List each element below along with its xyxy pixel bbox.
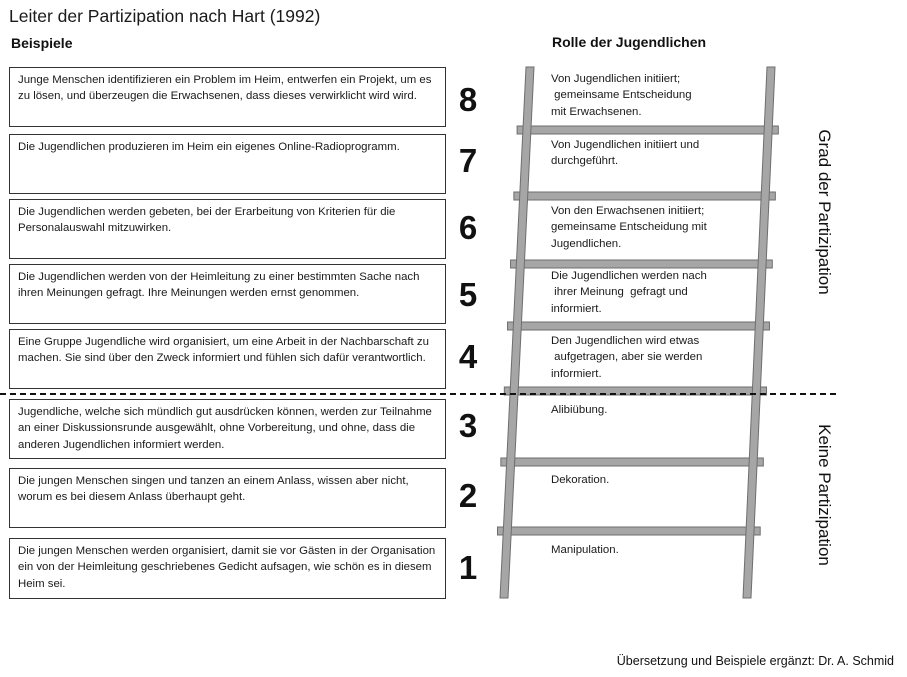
ladder-rung-4 <box>508 322 770 330</box>
example-box-3 <box>9 399 446 459</box>
rung-number-2: 2 <box>458 477 478 514</box>
role-text-line: gemeinsame Entscheidung <box>551 89 692 102</box>
rung-number-5: 5 <box>458 276 478 313</box>
role-text-line: mit Erwachsenen. <box>551 105 642 118</box>
role-text-line: Die Jugendlichen werden nach <box>551 270 707 282</box>
role-text-line: Von den Erwachsenen initiiert; <box>551 205 705 217</box>
role-column-header: Rolle der Jugendlichen <box>552 34 707 50</box>
examples-column-header: Beispiele <box>11 35 73 51</box>
role-text-2: Dekoration. <box>551 474 610 486</box>
example-text-7: Die Jugendlichen produzieren im Heim ein eigenes Online-Radioprogramm. <box>18 141 400 153</box>
example-box-7 <box>9 134 446 194</box>
role-text-1: Manipulation. <box>551 544 619 556</box>
example-text-3: Jugendliche, welche sich mündlich gut ausdrücken können, werden zur Teilnahme an einer Diskussionsrunde ausgewählt, ohne Vorbereitung, und ohne, dass die anderen Jugendlichen informiert werden. <box>18 406 432 451</box>
label-keine-partizipation: Keine Partizipation <box>815 424 834 566</box>
participation-divider-line <box>0 393 836 395</box>
ladder-rung-6 <box>501 458 763 466</box>
role-text-line: ihrer Meinung gefragt und <box>551 286 688 299</box>
example-text-8: Junge Menschen identifizieren ein Problem im Heim, entwerfen ein Projekt, um es zu lösen, und überzeugen die Erwachsenen, dass dieses verwirklicht wird wird. <box>18 74 432 103</box>
rung-number-6: 6 <box>458 209 478 246</box>
ladder-rung-2 <box>514 192 775 200</box>
role-text-line: durchgeführt. <box>551 155 619 168</box>
role-text-line: informiert. <box>551 367 602 380</box>
role-text-5 <box>551 268 721 317</box>
diagram-title: Leiter der Partizipation nach Hart (1992) <box>9 6 321 26</box>
example-box-5 <box>9 264 446 324</box>
example-box-6 <box>9 199 446 259</box>
ladder-rung-3 <box>511 260 773 268</box>
example-text-2: Die jungen Menschen singen und tanzen an einem Anlass, wissen aber nicht, worum es bei diesem Anlass überhaupt geht. <box>18 475 409 504</box>
role-text-line: Den Jugendlichen wird etwas <box>551 335 700 347</box>
example-text-4: Eine Gruppe Jugendliche wird organisiert, um eine Arbeit in der Nachbarschaft zu machen. Sie sind über den Zweck informiert und fühlen sich dafür verantwortlich. <box>18 336 429 365</box>
role-text-6 <box>551 203 721 252</box>
example-box-1 <box>9 538 446 599</box>
example-box-2 <box>9 468 446 528</box>
ladder-right-rail <box>743 67 775 598</box>
rung-number-8: 8 <box>458 81 478 118</box>
rung-number-1: 1 <box>458 549 478 586</box>
role-text-7 <box>551 137 721 170</box>
label-grad-der-partizipation: Grad der Partizipation <box>815 129 834 295</box>
role-text-8 <box>551 71 721 120</box>
ladder-left-rail <box>500 67 534 598</box>
ladder-rung-1 <box>517 126 778 134</box>
example-text-5: Die Jugendlichen werden von der Heimleitung zu einer bestimmten Sache nach ihren Meinungen gefragt. Ihre Meinungen werden ernst genommen. <box>18 271 420 300</box>
role-text-line: gemeinsame Entscheidung mit <box>551 221 707 234</box>
rung-number-7: 7 <box>458 142 478 179</box>
role-text-line: Von Jugendlichen initiiert; <box>551 73 681 85</box>
example-box-8 <box>9 67 446 127</box>
example-text-1: Die jungen Menschen werden organisiert, damit sie vor Gästen in der Organisation ein von der Heimleitung geschriebenes Gedicht aufsagen, wie schön es in diesem Heim sei. <box>18 545 436 590</box>
example-box-4 <box>9 329 446 389</box>
role-text-line: Von Jugendlichen initiiert und <box>551 139 700 151</box>
role-text-line: aufgetragen, aber sie werden <box>551 351 703 364</box>
footer-credit: Übersetzung und Beispiele ergänzt: Dr. A. Schmid <box>616 654 894 668</box>
role-text-line: Jugendlichen. <box>551 237 622 250</box>
role-text-line: informiert. <box>551 302 602 315</box>
ladder-rung-7 <box>497 527 760 535</box>
rung-number-3: 3 <box>458 407 478 444</box>
example-text-6: Die Jugendlichen werden gebeten, bei der Erarbeitung von Kriterien für die Personalauswahl mitzuwirken. <box>18 206 396 235</box>
rung-number-4: 4 <box>458 338 478 375</box>
role-text-3: Alibiübung. <box>551 404 608 416</box>
role-text-4 <box>551 333 721 382</box>
